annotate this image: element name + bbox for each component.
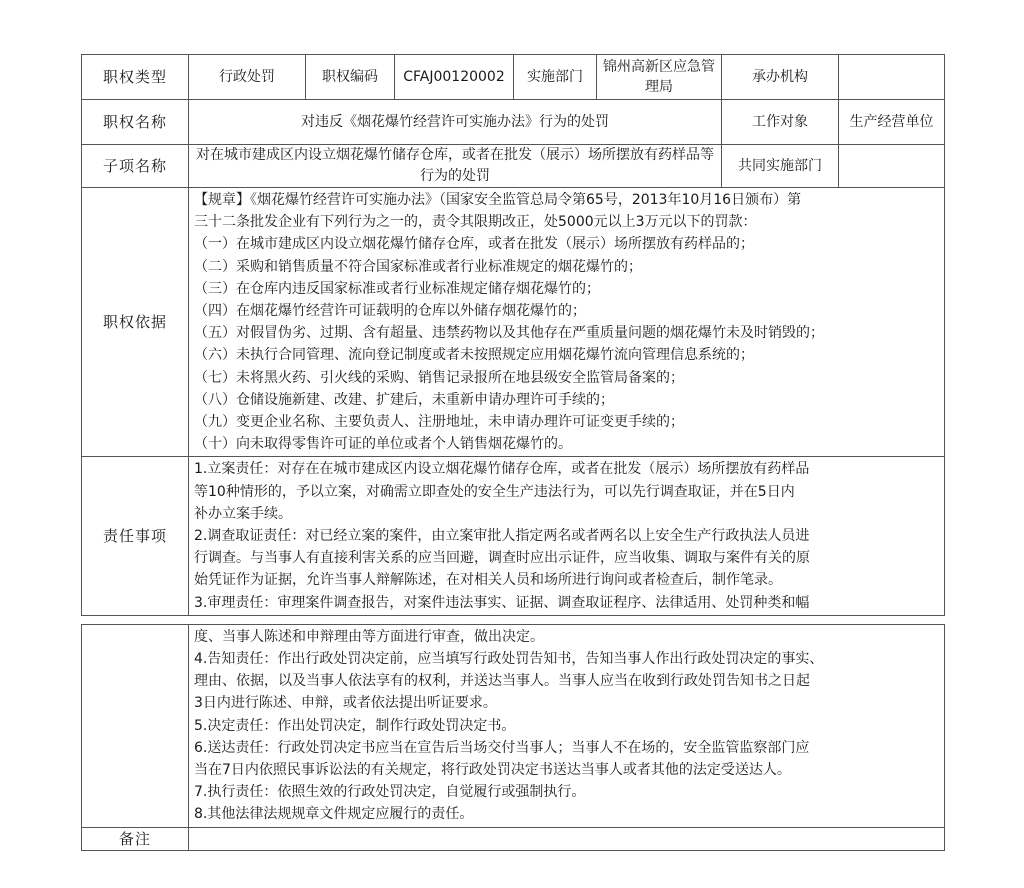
basis-line: （五）对假冒伪劣、过期、含有超量、违禁药物以及其他存在严重质量问题的烟花爆竹未及时销毁的； xyxy=(194,325,824,342)
basis-content xyxy=(189,188,945,457)
basis-label: 职权依据 xyxy=(82,188,189,457)
basis-line: （十）向未取得零售许可证的单位或者个人销售烟花爆竹的。 xyxy=(194,436,572,453)
duty-label-continued xyxy=(82,624,189,827)
duty-content-part1 xyxy=(189,457,945,615)
duty-line: 8.其他法律法规规章文件规定应履行的责任。 xyxy=(194,806,474,823)
row-basis xyxy=(82,188,945,457)
duty-line: 当在7日内依照民事诉讼法的有关规定，将行政处罚决定书送达当事人或者其他的法定受送达人。 xyxy=(194,762,791,779)
basis-line: （六）未执行合同管理、流向登记制度或者未按照规定应用烟花爆竹流向管理信息系统的； xyxy=(194,347,754,364)
duty-line: 1.立案责任：对存在在城市建成区内设立烟花爆竹储存仓库，或者在批发（展示）场所摆放有药样品 xyxy=(194,461,810,478)
duty-line: 5.决定责任：作出处罚决定，制作行政处罚决定书。 xyxy=(194,717,516,734)
target-label: 工作对象 xyxy=(722,100,839,145)
row-remarks xyxy=(82,827,945,850)
basis-line: （七）未将黑火药、引火线的采购、销售记录报所在地县级安全监管局备案的； xyxy=(194,369,684,386)
sub-value: 对在城市建成区内设立烟花爆竹储存仓库，或者在批发（展示）场所摆放有药样品等行为的处罚 xyxy=(189,145,722,188)
code-label: 职权编码 xyxy=(306,55,395,100)
org-value xyxy=(839,55,945,100)
row-duty-part1 xyxy=(82,457,945,615)
duty-line: 理由、依据，以及当事人依法享有的权利，并送达当事人。当事人应当在收到行政处罚告知书之日起 xyxy=(194,673,810,690)
authority-table xyxy=(81,54,945,851)
duty-line: 3.审理责任：审理案件调查报告，对案件违法事实、证据、调查取证程序、法律适用、处罚种类和幅 xyxy=(194,594,810,611)
code-value: CFAJ00120002 xyxy=(395,55,514,100)
duty-label: 责任事项 xyxy=(82,457,189,615)
page-break-gap xyxy=(82,615,945,624)
duty-line: 3日内进行陈述、申辩，或者依法提出听证要求。 xyxy=(194,695,497,712)
duty-line: 始凭证作为证据，允许当事人辩解陈述，在对相关人员和场所进行询问或者检查后，制作笔录。 xyxy=(194,572,782,589)
joint-value xyxy=(839,145,945,188)
row-name xyxy=(82,100,945,145)
basis-line: （一）在城市建成区内设立烟花爆竹储存仓库，或者在批发（展示）场所摆放有药样品的； xyxy=(194,236,754,253)
dept-label: 实施部门 xyxy=(514,55,597,100)
basis-line: （二）采购和销售质量不符合国家标准或者行业标准规定的烟花爆竹的； xyxy=(194,258,642,275)
basis-line: 【规章】《烟花爆竹经营许可实施办法》（国家安全监管总局令第65号，2013年10月16日颁布）第 xyxy=(194,192,802,208)
duty-line: 度、当事人陈述和申辩理由等方面进行审查，做出决定。 xyxy=(194,628,544,645)
duty-line: 7.执行责任：依照生效的行政处罚决定，自觉履行或强制执行。 xyxy=(194,784,586,801)
dept-value: 锦州高新区应急管理局 xyxy=(597,55,722,100)
duty-content-part2 xyxy=(189,624,945,827)
row-sub xyxy=(82,145,945,188)
joint-label: 共同实施部门 xyxy=(722,145,839,188)
duty-line: 4.告知责任：作出行政处罚决定前，应当填写行政处罚告知书，告知当事人作出行政处罚决定的事实、 xyxy=(194,651,824,668)
basis-line: （八）仓储设施新建、改建、扩建后，未重新申请办理许可手续的； xyxy=(194,391,614,408)
duty-line: 补办立案手续。 xyxy=(194,505,292,522)
org-label: 承办机构 xyxy=(722,55,839,100)
row-duty-part2 xyxy=(82,624,945,827)
row-type xyxy=(82,55,945,100)
duty-line: 等10种情形的，予以立案，对确需立即查处的安全生产违法行为，可以先行调查取证，并在5日内 xyxy=(194,483,795,500)
name-value: 对违反《烟花爆竹经营许可实施办法》行为的处罚 xyxy=(189,100,722,145)
remarks-label: 备注 xyxy=(82,827,189,850)
basis-line: 三十二条批发企业有下列行为之一的，责令其限期改正，处5000元以上3万元以下的罚款： xyxy=(194,214,757,231)
duty-line: 行调查。与当事人有直接利害关系的应当回避，调查时应出示证件，应当收集、调取与案件有关的原 xyxy=(194,550,810,567)
basis-line: （九）变更企业名称、主要负责人、注册地址，未申请办理许可证变更手续的； xyxy=(194,414,684,431)
type-value: 行政处罚 xyxy=(189,55,306,100)
duty-line: 2.调查取证责任：对已经立案的案件，由立案审批人指定两名或者两名以上安全生产行政执法人员进 xyxy=(194,528,810,545)
type-label: 职权类型 xyxy=(82,55,189,100)
name-label: 职权名称 xyxy=(82,100,189,145)
basis-line: （三）在仓库内违反国家标准或者行业标准规定储存烟花爆竹的； xyxy=(194,280,600,297)
remarks-value xyxy=(189,827,945,850)
sub-label: 子项名称 xyxy=(82,145,189,188)
target-value: 生产经营单位 xyxy=(839,100,945,145)
duty-line: 6.送达责任：行政处罚决定书应当在宣告后当场交付当事人；当事人不在场的，安全监管监察部门应 xyxy=(194,739,810,756)
basis-line: （四）在烟花爆竹经营许可证载明的仓库以外储存烟花爆竹的； xyxy=(194,303,586,320)
